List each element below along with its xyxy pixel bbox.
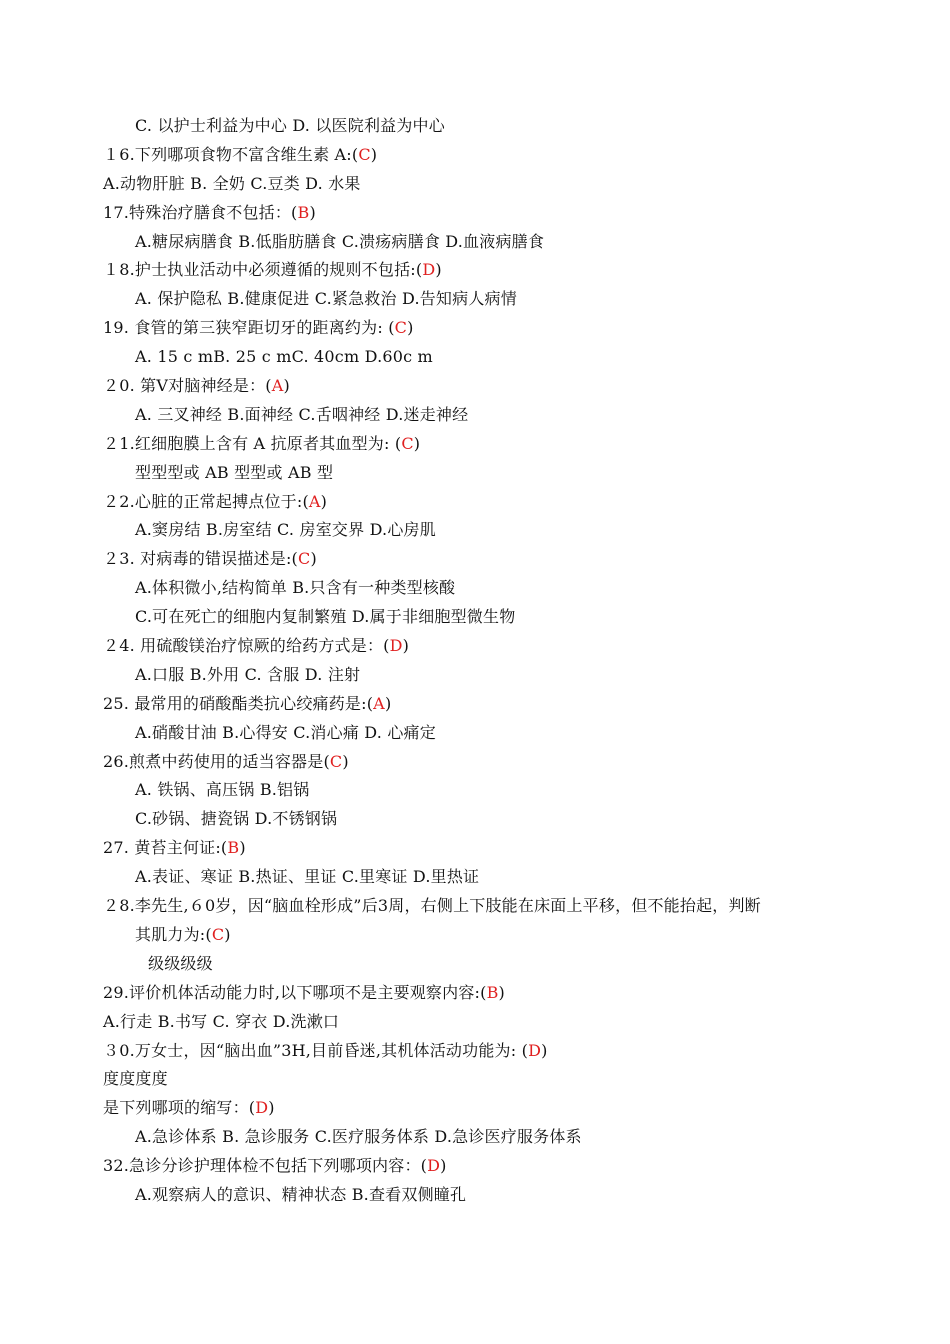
text-line <box>0 574 950 603</box>
text-line <box>0 1181 950 1210</box>
line-text: ２8.李先生,６0岁，因“脑血栓形成”后3周，右侧上下肢能在床面上平移，但不能抬起，判断 <box>103 896 761 916</box>
answer-letter: C <box>298 549 311 569</box>
answer-letter: D <box>528 1040 542 1060</box>
line-text-after: ) <box>309 202 316 222</box>
line-text: A.动物肝脏 B. 全奶 C.豆类 D. 水果 <box>103 173 361 193</box>
answer-letter: B <box>297 202 310 222</box>
line-text-after: ) <box>239 838 246 858</box>
text-line <box>0 199 950 228</box>
line-text: A.口服 B.外用 C. 含服 D. 注射 <box>135 664 361 684</box>
line-text: 19. 食管的第三狭窄距切牙的距离约为: ( <box>103 318 395 338</box>
line-text-after: ) <box>310 549 317 569</box>
text-line <box>0 343 950 372</box>
line-text: C.可在死亡的细胞内复制繁殖 D.属于非细胞型微生物 <box>135 607 516 627</box>
line-text-after: ) <box>268 1098 275 1118</box>
text-line <box>0 632 950 661</box>
text-line <box>0 1123 950 1152</box>
line-text: １8.护士执业活动中必须遵循的规则不包括:( <box>103 260 423 280</box>
text-line <box>0 748 950 777</box>
answer-letter: D <box>255 1098 269 1118</box>
text-line <box>0 921 950 950</box>
text-line <box>0 805 950 834</box>
text-line <box>0 545 950 574</box>
line-text-after: ) <box>283 376 290 396</box>
line-text: ２4. 用硫酸镁治疗惊厥的给药方式是：( <box>103 636 390 656</box>
text-line <box>0 488 950 517</box>
text-line <box>0 141 950 170</box>
answer-letter: B <box>227 838 240 858</box>
line-text-after: ) <box>320 491 328 511</box>
line-text: 29.评价机体活动能力时,以下哪项不是主要观察内容:( <box>103 982 487 1002</box>
line-text-after: ) <box>413 433 421 453</box>
line-text: 27. 黄苔主何证:( <box>103 838 228 858</box>
text-line <box>0 1152 950 1181</box>
line-text: ２0. 第Ⅴ对脑神经是：( <box>103 376 272 396</box>
line-text-after: ) <box>402 636 410 656</box>
answer-letter: A <box>308 491 321 511</box>
text-line <box>0 661 950 690</box>
text-line <box>0 401 950 430</box>
text-line <box>0 112 950 141</box>
text-line <box>0 256 950 285</box>
text-line <box>0 979 950 1008</box>
line-text: A. 三叉神经 B.面神经 C.舌咽神经 D.迷走神经 <box>135 404 469 424</box>
line-text-after: ) <box>384 693 392 713</box>
answer-letter: D <box>389 636 403 656</box>
text-line <box>0 430 950 459</box>
line-text-after: ) <box>370 144 378 164</box>
line-text-after: ) <box>342 751 349 771</box>
line-text: 32.急诊分诊护理体检不包括下列哪项内容：( <box>103 1156 428 1176</box>
text-line <box>0 1037 950 1066</box>
answer-letter: C <box>211 924 225 944</box>
line-text: A.急诊体系 B. 急诊服务 C.医疗服务体系 D.急诊医疗服务体系 <box>135 1127 582 1147</box>
answer-letter: B <box>486 982 499 1002</box>
line-text: 17.特殊治疗膳食不包括：( <box>103 202 298 222</box>
answer-letter: D <box>427 1156 441 1176</box>
line-text: A.观察病人的意识、精神状态 B.查看双侧瞳孔 <box>135 1184 467 1204</box>
text-line <box>0 690 950 719</box>
line-text: ２1.红细胞膜上含有 A 抗原者其血型为: ( <box>103 433 402 453</box>
line-text: A. 保护隐私 B.健康促进 C.紧急救治 D.告知病人病情 <box>135 289 517 309</box>
line-text: 型型型或 AB 型型或 AB 型 <box>135 462 334 482</box>
answer-letter: C <box>401 433 414 453</box>
text-line <box>0 459 950 488</box>
line-text: 其肌力为:( <box>135 924 212 944</box>
line-text: ２2.心脏的正常起搏点位于:( <box>103 491 309 511</box>
line-text: A. 铁锅、高压锅 B.铝锅 <box>135 780 310 800</box>
line-text: ３0.万女士，因“脑出血”3H,目前昏迷,其机体活动功能为: ( <box>103 1040 529 1060</box>
line-text: A.糖尿病膳食 B.低脂肪膳食 C.溃疡病膳食 D.血液病膳食 <box>135 231 545 251</box>
answer-letter: A <box>271 376 284 396</box>
document-page <box>0 112 950 1210</box>
line-text: 级级级级 <box>148 953 213 973</box>
line-text-after: ) <box>407 318 414 338</box>
line-text-after: ) <box>498 982 505 1002</box>
text-line <box>0 372 950 401</box>
text-line <box>0 1094 950 1123</box>
text-line <box>0 1008 950 1037</box>
line-text: 25. 最常用的硝酸酯类抗心绞痛药是:( <box>103 693 374 713</box>
line-text: 是下列哪项的缩写：( <box>103 1098 256 1118</box>
text-line <box>0 170 950 199</box>
text-line <box>0 719 950 748</box>
line-text: A.表证、寒证 B.热证、里证 C.里寒证 D.里热证 <box>135 867 480 887</box>
line-text: A.硝酸甘油 B.心得安 C.消心痛 D. 心痛定 <box>135 722 436 742</box>
text-line <box>0 834 950 863</box>
text-line <box>0 950 950 979</box>
line-text: A.窦房结 B.房室结 C. 房室交界 D.心房肌 <box>135 520 436 540</box>
line-text-after: ) <box>435 260 442 280</box>
line-text: １6.下列哪项食物不富含维生素 A:( <box>103 144 359 164</box>
text-line <box>0 228 950 257</box>
line-text-after: ) <box>224 924 231 944</box>
text-line <box>0 1065 950 1094</box>
answer-letter: A <box>373 693 385 713</box>
line-text: A.行走 B.书写 C. 穿衣 D.洗漱口 <box>103 1011 340 1031</box>
text-line <box>0 863 950 892</box>
answer-letter: C <box>329 751 343 771</box>
line-text: 26.煎煮中药使用的适当容器是( <box>103 751 330 771</box>
text-line <box>0 776 950 805</box>
line-text-after: ) <box>541 1040 548 1060</box>
line-text: 度度度度 <box>103 1069 168 1089</box>
text-line <box>0 314 950 343</box>
line-text: ２3. 对病毒的错误描述是:( <box>103 549 298 569</box>
line-text: C. 以护士利益为中心 D. 以医院利益为中心 <box>135 116 445 135</box>
line-text: A. 15 c mB. 25 c mC. 40cm D.60c m <box>135 347 433 367</box>
line-text: A.体积微小,结构简单 B.只含有一种类型核酸 <box>135 578 456 598</box>
text-line <box>0 516 950 545</box>
text-line <box>0 603 950 632</box>
answer-letter: C <box>394 318 408 338</box>
text-line <box>0 285 950 314</box>
answer-letter: D <box>422 260 436 280</box>
answer-letter: C <box>358 144 371 164</box>
line-text: C.砂锅、搪瓷锅 D.不锈钢锅 <box>135 809 338 829</box>
line-text-after: ) <box>440 1156 447 1176</box>
text-line <box>0 892 950 921</box>
